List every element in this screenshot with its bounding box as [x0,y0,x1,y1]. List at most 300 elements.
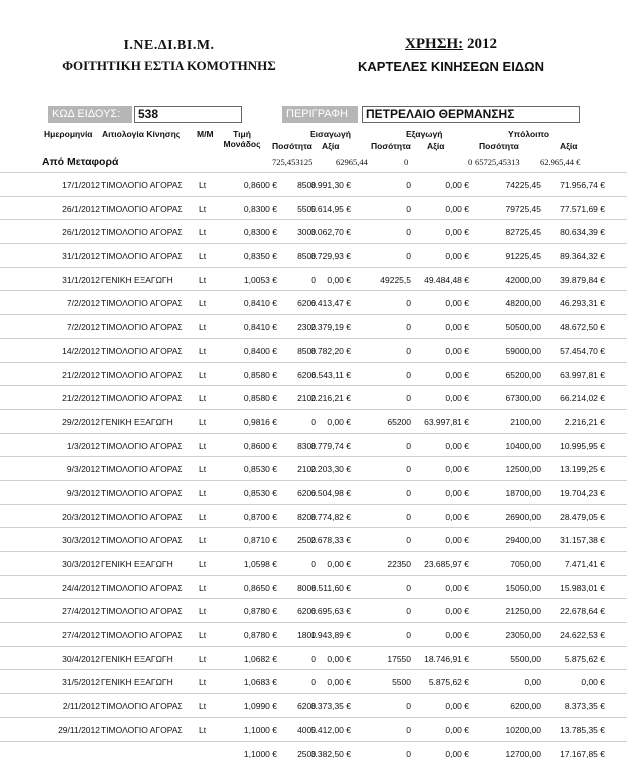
row-exports-qty: 0 [406,464,411,474]
table-row [0,219,627,243]
row-exports-value: 0,00 € [445,535,469,545]
carry-forward-title: Από Μεταφορά [42,156,118,168]
row-exports-value: 63.997,81 € [424,417,469,427]
row-exports-qty: 0 [406,749,411,759]
row-unit-measure: Lt [199,393,206,403]
row-balance-value: 13.785,35 € [560,725,605,735]
row-balance-value: 5.875,62 € [565,654,605,664]
row-exports-value: 0,00 € [445,322,469,332]
row-reason: ΤΙΜΟΛΟΓΙΟ ΑΓΟΡΑΣ [101,251,183,261]
row-balance-qty: 26900,00 [506,512,541,522]
row-exports-qty: 0 [406,227,411,237]
row-balance-value: 0,00 € [581,677,605,687]
row-imports-qty: 0 [311,417,316,427]
table-row [0,338,627,362]
row-imports-qty: 8500 [297,180,316,190]
row-imports-value: 3.382,50 € [311,749,351,759]
row-balance-qty: 67300,00 [506,393,541,403]
row-unit-price: 0,8300 € [244,204,277,214]
row-date: 27/4/2012 [62,630,100,640]
row-reason: ΓΕΝΙΚΗ ΕΞΑΓΩΓΗ [101,677,173,687]
row-unit-price: 0,8780 € [244,630,277,640]
row-unit-measure: Lt [199,535,206,545]
row-imports-value: 0,00 € [327,275,351,285]
row-unit-price: 1,0682 € [244,654,277,664]
row-unit-price: 1,0053 € [244,275,277,285]
col-exports: Εξαγωγή [406,129,442,139]
row-reason: ΤΙΜΟΛΟΓΙΟ ΑΓΟΡΑΣ [101,322,183,332]
row-unit-price: 1,1000 € [244,749,277,759]
row-exports-qty: 0 [406,346,411,356]
row-imports-qty: 3000 [297,227,316,237]
row-unit-price: 0,8780 € [244,606,277,616]
row-balance-value: 13.199,25 € [560,464,605,474]
table-row [0,433,627,457]
row-exports-value: 0,00 € [445,464,469,474]
row-exports-qty: 5500 [392,677,411,687]
row-date: 1/3/2012 [67,441,100,451]
row-balance-qty: 82725,45 [506,227,541,237]
row-unit-price: 0,8580 € [244,370,277,380]
row-unit-measure: Lt [199,180,206,190]
row-imports-value: 2.203,30 € [311,464,351,474]
row-balance-value: 24.622,53 € [560,630,605,640]
row-unit-price: 0,9816 € [244,417,277,427]
row-imports-value: 8.729,93 € [311,251,351,261]
row-balance-qty: 7050,00 [510,559,541,569]
row-unit-price: 0,8710 € [244,535,277,545]
col-imports-value: Αξία [322,141,340,151]
row-exports-qty: 0 [406,298,411,308]
table-row [0,267,627,291]
row-balance-qty: 42000,00 [506,275,541,285]
row-balance-qty: 6200,00 [510,701,541,711]
row-reason: ΤΙΜΟΛΟΓΙΟ ΑΓΟΡΑΣ [101,512,183,522]
row-balance-qty: 0,00 [524,677,541,687]
row-unit-measure: Lt [199,701,206,711]
row-exports-value: 0,00 € [445,393,469,403]
carry-exports-qty: 0 [404,157,408,167]
row-exports-qty: 17550 [387,654,411,664]
item-description-field: ΠΕΤΡΕΛΑΙΟ ΘΕΡΜΑΝΣΗΣ [362,106,580,123]
row-balance-value: 63.997,81 € [560,370,605,380]
report-title: ΚΑΡΤΕΛΕΣ ΚΙΝΗΣΕΩΝ ΕΙΔΩΝ [346,59,556,74]
row-exports-value: 49.484,48 € [424,275,469,285]
row-balance-value: 2.216,21 € [565,417,605,427]
row-exports-qty: 0 [406,701,411,711]
carry-exports-value: 0 [468,157,472,167]
col-balance-qty: Ποσότητα [479,141,519,151]
row-unit-price: 1,0598 € [244,559,277,569]
row-balance-value: 46.293,31 € [560,298,605,308]
row-balance-qty: 12700,00 [506,749,541,759]
row-unit-price: 0,8410 € [244,322,277,332]
carry-imports-qty: 725,453125 [272,157,312,167]
table-row [0,598,627,622]
row-date: 30/3/2012 [62,535,100,545]
row-exports-qty: 0 [406,535,411,545]
row-unit-price: 0,8600 € [244,180,277,190]
row-balance-value: 10.995,95 € [560,441,605,451]
row-imports-qty: 2100 [297,464,316,474]
row-date: 9/3/2012 [67,488,100,498]
row-imports-value: 2.216,21 € [311,393,351,403]
row-imports-qty: 4000 [297,725,316,735]
row-imports-value: 8.511,60 € [311,583,351,593]
row-date: 9/3/2012 [67,464,100,474]
row-reason: ΤΙΜΟΛΟΓΙΟ ΑΓΟΡΑΣ [101,441,183,451]
table-row [0,196,627,220]
carry-balance-value: 62.965,44 € [540,157,580,167]
row-balance-qty: 12500,00 [506,464,541,474]
row-balance-qty: 48200,00 [506,298,541,308]
row-imports-qty: 0 [311,677,316,687]
row-balance-value: 57.454,70 € [560,346,605,356]
row-imports-value: 6.413,47 € [311,298,351,308]
row-exports-qty: 0 [406,725,411,735]
row-date: 30/3/2012 [62,559,100,569]
col-date: Ημερομηνία [44,129,93,139]
row-balance-qty: 18700,00 [506,488,541,498]
row-imports-value: 8.774,82 € [311,512,351,522]
col-exports-value: Αξία [427,141,445,151]
row-date: 26/1/2012 [62,227,100,237]
row-unit-measure: Lt [199,488,206,498]
row-exports-qty: 0 [406,393,411,403]
row-exports-qty: 0 [406,630,411,640]
organization-header [38,38,300,74]
row-balance-qty: 74225,45 [506,180,541,190]
report-header [346,36,556,74]
row-date: 14/2/2012 [62,346,100,356]
row-balance-qty: 10400,00 [506,441,541,451]
row-unit-price: 0,8530 € [244,464,277,474]
row-imports-value: 0,00 € [327,677,351,687]
row-balance-qty: 79725,45 [506,204,541,214]
row-exports-qty: 0 [406,180,411,190]
row-reason: ΤΙΜΟΛΟΓΙΟ ΑΓΟΡΑΣ [101,701,183,711]
row-exports-qty: 0 [406,512,411,522]
row-balance-qty: 65200,00 [506,370,541,380]
row-unit-measure: Lt [199,346,206,356]
table-row [0,717,627,741]
fiscal-year [346,36,556,53]
table-row [0,362,627,386]
carry-forward-row [0,154,627,170]
row-date: 31/1/2012 [62,275,100,285]
row-balance-qty: 15050,00 [506,583,541,593]
row-balance-value: 19.704,23 € [560,488,605,498]
table-row [0,314,627,338]
row-exports-value: 0,00 € [445,251,469,261]
table-row [0,504,627,528]
row-imports-value: 2.379,19 € [311,322,351,332]
row-unit-measure: Lt [199,298,206,308]
row-exports-value: 0,00 € [445,512,469,522]
row-imports-value: 6.695,63 € [311,606,351,616]
row-imports-qty: 6200 [297,701,316,711]
row-exports-value: 0,00 € [445,441,469,451]
row-reason: ΤΙΜΟΛΟΓΙΟ ΑΓΟΡΑΣ [101,535,183,545]
row-exports-value: 0,00 € [445,370,469,380]
row-imports-qty: 8200 [297,512,316,522]
row-imports-qty: 2300 [297,322,316,332]
col-balance: Υπόλοιπο [508,129,549,139]
row-exports-qty: 0 [406,370,411,380]
row-imports-value: 5.614,95 € [311,204,351,214]
table-row [0,741,627,764]
row-reason: ΤΙΜΟΛΟΓΙΟ ΑΓΟΡΑΣ [101,393,183,403]
row-reason: ΤΙΜΟΛΟΓΙΟ ΑΓΟΡΑΣ [101,180,183,190]
item-code-field: 538 [134,106,242,123]
row-exports-qty: 65200 [387,417,411,427]
row-imports-qty: 5500 [297,204,316,214]
row-unit-measure: Lt [199,725,206,735]
row-imports-qty: 8000 [297,583,316,593]
column-headers [0,127,627,153]
row-balance-value: 22.678,64 € [560,606,605,616]
row-imports-value: 8.991,30 € [311,180,351,190]
row-balance-value: 66.214,02 € [560,393,605,403]
item-code-label: ΚΩΔ ΕΙΔΟΥΣ: [48,106,132,123]
row-unit-measure: Lt [199,227,206,237]
row-imports-qty: 2500 [297,535,316,545]
row-imports-value: 3.062,70 € [311,227,351,237]
fiscal-year-label: ΧΡΗΣΗ: [405,36,463,52]
table-row [0,290,627,314]
col-reason: Αιτιολογία Κίνησης [102,129,180,139]
table-row [0,480,627,504]
row-balance-value: 77.571,69 € [560,204,605,214]
table-row [0,527,627,551]
col-imports: Εισαγωγή [310,129,351,139]
row-balance-value: 39.879,84 € [560,275,605,285]
row-date: 7/2/2012 [67,298,100,308]
row-unit-price: 0,8650 € [244,583,277,593]
row-date: 26/1/2012 [62,204,100,214]
row-exports-value: 0,00 € [445,630,469,640]
row-date: 29/11/2012 [58,725,100,735]
row-exports-value: 0,00 € [445,488,469,498]
row-reason: ΤΙΜΟΛΟΓΙΟ ΑΓΟΡΑΣ [101,227,183,237]
row-exports-qty: 0 [406,204,411,214]
row-imports-value: 2.678,33 € [311,535,351,545]
row-date: 7/2/2012 [67,322,100,332]
row-exports-qty: 0 [406,251,411,261]
row-reason: ΤΙΜΟΛΟΓΙΟ ΑΓΟΡΑΣ [101,464,183,474]
table-row [0,243,627,267]
row-balance-value: 48.672,50 € [560,322,605,332]
row-reason: ΓΕΝΙΚΗ ΕΞΑΓΩΓΗ [101,275,173,285]
row-imports-qty: 6200 [297,488,316,498]
row-imports-value: 0,00 € [327,654,351,664]
col-balance-value: Αξία [560,141,578,151]
table-row [0,172,627,196]
row-unit-price: 0,8410 € [244,298,277,308]
row-unit-measure: Lt [199,583,206,593]
row-exports-value: 0,00 € [445,583,469,593]
row-balance-qty: 23050,00 [506,630,541,640]
row-reason: ΤΙΜΟΛΟΓΙΟ ΑΓΟΡΑΣ [101,370,183,380]
row-reason: ΤΙΜΟΛΟΓΙΟ ΑΓΟΡΑΣ [101,630,183,640]
row-unit-measure: Lt [199,559,206,569]
row-unit-price: 0,8580 € [244,393,277,403]
row-balance-qty: 50500,00 [506,322,541,332]
row-reason: ΓΕΝΙΚΗ ΕΞΑΓΩΓΗ [101,654,173,664]
row-exports-qty: 0 [406,583,411,593]
row-balance-value: 17.167,85 € [560,749,605,759]
row-exports-value: 0,00 € [445,204,469,214]
row-reason: ΓΕΝΙΚΗ ΕΞΑΓΩΓΗ [101,417,173,427]
row-imports-value: 5.412,00 € [311,725,351,735]
row-unit-measure: Lt [199,251,206,261]
row-imports-value: 6.504,98 € [311,488,351,498]
row-imports-qty: 6200 [297,298,316,308]
row-reason: ΓΕΝΙΚΗ ΕΞΑΓΩΓΗ [101,559,173,569]
row-exports-qty: 0 [406,488,411,498]
row-unit-measure: Lt [199,275,206,285]
col-exports-qty: Ποσότητα [371,141,411,151]
row-reason: ΤΙΜΟΛΟΓΙΟ ΑΓΟΡΑΣ [101,298,183,308]
row-unit-measure: Lt [199,654,206,664]
row-imports-qty: 2500 [297,749,316,759]
row-imports-qty: 0 [311,654,316,664]
row-date: 30/4/2012 [62,654,100,664]
table-row [0,385,627,409]
row-imports-qty: 8500 [297,251,316,261]
row-balance-qty: 29400,00 [506,535,541,545]
row-exports-value: 5.875,62 € [429,677,469,687]
row-exports-value: 0,00 € [445,725,469,735]
row-exports-qty: 0 [406,606,411,616]
row-exports-value: 0,00 € [445,701,469,711]
row-date: 27/4/2012 [62,606,100,616]
row-exports-value: 0,00 € [445,606,469,616]
row-balance-qty: 59000,00 [506,346,541,356]
row-balance-qty: 21250,00 [506,606,541,616]
row-reason: ΤΙΜΟΛΟΓΙΟ ΑΓΟΡΑΣ [101,346,183,356]
row-unit-measure: Lt [199,322,206,332]
row-balance-value: 71.956,74 € [560,180,605,190]
row-imports-qty: 8300 [297,441,316,451]
row-exports-value: 23.685,97 € [424,559,469,569]
col-unit-price: Τιμή Μονάδος [222,129,262,149]
row-balance-value: 28.479,05 € [560,512,605,522]
row-unit-price: 0,8530 € [244,488,277,498]
table-row [0,551,627,575]
row-exports-value: 0,00 € [445,749,469,759]
row-unit-measure: Lt [199,677,206,687]
row-date: 21/2/2012 [62,370,100,380]
row-imports-qty: 6200 [297,370,316,380]
row-unit-measure: Lt [199,606,206,616]
row-unit-measure: Lt [199,204,206,214]
row-imports-value: 8.373,35 € [311,701,351,711]
row-balance-value: 31.157,38 € [560,535,605,545]
row-unit-price: 0,8350 € [244,251,277,261]
table-row [0,693,627,717]
row-balance-qty: 10200,00 [506,725,541,735]
row-date: 24/4/2012 [62,583,100,593]
row-imports-value: 8.782,20 € [311,346,351,356]
col-imports-qty: Ποσότητα [272,141,312,151]
row-balance-qty: 91225,45 [506,251,541,261]
row-date: 2/11/2012 [63,701,100,711]
row-exports-value: 18.746,91 € [424,654,469,664]
row-unit-measure: Lt [199,512,206,522]
col-unit-measure: Μ/Μ [197,129,214,139]
table-row [0,669,627,693]
row-unit-price: 0,8600 € [244,441,277,451]
fiscal-year-value: 2012 [467,36,497,52]
row-imports-value: 6.543,11 € [311,370,351,380]
row-reason: ΤΙΜΟΛΟΓΙΟ ΑΓΟΡΑΣ [101,583,183,593]
row-unit-price: 1,0683 € [244,677,277,687]
row-exports-qty: 0 [406,441,411,451]
row-exports-qty: 22350 [387,559,411,569]
row-balance-value: 15.983,01 € [560,583,605,593]
row-unit-price: 0,8300 € [244,227,277,237]
row-exports-value: 0,00 € [445,227,469,237]
row-date: 21/2/2012 [62,393,100,403]
item-description-label: ΠΕΡΙΓΡΑΦΗ [282,106,358,123]
row-unit-price: 1,0990 € [244,701,277,711]
item-fields [0,106,627,123]
row-unit-measure: Lt [199,630,206,640]
row-reason: ΤΙΜΟΛΟΓΙΟ ΑΓΟΡΑΣ [101,606,183,616]
row-balance-qty: 2100,00 [510,417,541,427]
row-reason: ΤΙΜΟΛΟΓΙΟ ΑΓΟΡΑΣ [101,725,183,735]
row-imports-qty: 0 [311,559,316,569]
row-unit-measure: Lt [199,417,206,427]
row-date: 31/1/2012 [62,251,100,261]
row-date: 31/5/2012 [62,677,100,687]
row-balance-qty: 5500,00 [510,654,541,664]
organization-short-name: Ι.ΝΕ.ΔΙ.ΒΙ.Μ. [38,38,300,54]
row-imports-qty: 6200 [297,606,316,616]
row-balance-value: 89.364,32 € [560,251,605,261]
row-unit-measure: Lt [199,441,206,451]
row-exports-value: 0,00 € [445,298,469,308]
row-unit-price: 1,1000 € [244,725,277,735]
row-unit-price: 0,8400 € [244,346,277,356]
row-exports-qty: 0 [406,322,411,332]
row-balance-value: 80.634,39 € [560,227,605,237]
carry-balance-qty: 65725,45313 [475,157,520,167]
row-imports-qty: 8500 [297,346,316,356]
row-reason: ΤΙΜΟΛΟΓΙΟ ΑΓΟΡΑΣ [101,488,183,498]
row-imports-qty: 0 [311,275,316,285]
row-unit-price: 0,8700 € [244,512,277,522]
row-imports-value: 0,00 € [327,559,351,569]
row-imports-qty: 2100 [297,393,316,403]
organization-name: ΦΟΙΤΗΤΙΚΗ ΕΣΤΙΑ ΚΟΜΟΤΗΝΗΣ [38,58,300,74]
row-exports-qty: 49225,5 [380,275,411,285]
row-imports-value: 1.943,89 € [311,630,351,640]
table-row [0,575,627,599]
row-imports-value: 8.779,74 € [311,441,351,451]
row-reason: ΤΙΜΟΛΟΓΙΟ ΑΓΟΡΑΣ [101,204,183,214]
table-row [0,622,627,646]
row-exports-value: 0,00 € [445,180,469,190]
row-balance-value: 7.471,41 € [565,559,605,569]
row-imports-qty: 1800 [297,630,316,640]
row-exports-value: 0,00 € [445,346,469,356]
row-date: 29/2/2012 [62,417,100,427]
movements-table [0,172,627,764]
row-date: 17/1/2012 [62,180,100,190]
row-balance-value: 8.373,35 € [565,701,605,711]
